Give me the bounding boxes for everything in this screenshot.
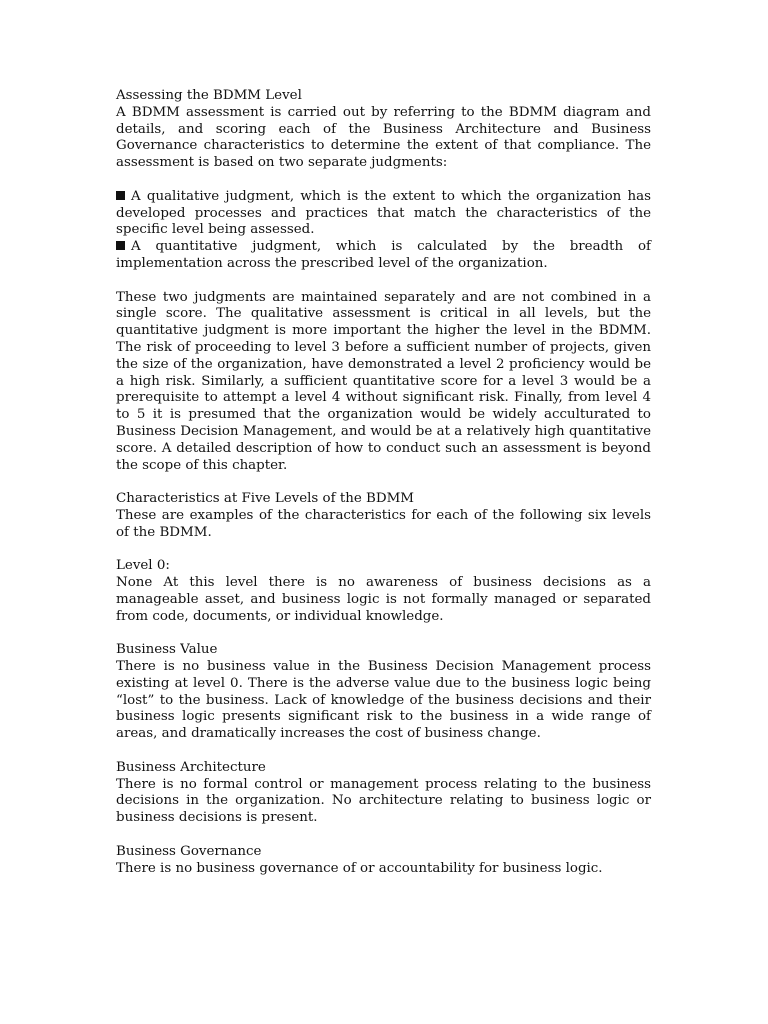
level-0-paragraph: None At this level there is no awareness of business decisions as a manageable asset, and business logic is not formally managed or separated from code, documents, or individual knowledge. [116, 575, 651, 624]
level-0-title: Level 0: [116, 558, 170, 574]
business-governance-title: Business Governance [116, 843, 262, 859]
bullet-item-quantitative [116, 239, 651, 273]
business-value-paragraph: There is no business value in the Business Decision Management process existing at level 0. There is the adverse value due to the business logic being “lost” to the business. Lack of knowledge of the business decisions and their business logic presents significant risk to the business in a wide range of areas, and dramatically increases the cost of business change. [116, 659, 651, 742]
spacer [116, 474, 651, 491]
characteristics-intro-paragraph: These are examples of the characteristics for each of the following six levels of the BDMM. [116, 507, 651, 540]
spacer [116, 626, 651, 643]
business-architecture-title: Business Architecture [116, 759, 266, 775]
business-architecture-paragraph: There is no formal control or management process relating to the business decisions in the organization. No architecture relating to business logic or business decisions is present. [116, 776, 651, 826]
business-value-title: Business Value [116, 642, 218, 658]
spacer [116, 827, 651, 844]
document-page [116, 88, 651, 877]
square-bullet-icon [116, 241, 125, 250]
section-title-assessing: Assessing the BDMM Level [116, 88, 302, 103]
square-bullet-icon [116, 191, 125, 200]
business-governance-paragraph: There is no business governance of or accountability for business logic. [116, 860, 603, 876]
judgments-paragraph: These two judgments are maintained separately and are not combined in a single score. The qualitative assessment is critical in all levels, but the quantitative judgment is more important the higher the level in the BDMM. The risk of proceeding to level 3 before a sufficient number of projects, given the size of the organization, have demonstrated a level 2 proficiency would be a high risk. Similarly, a sufficient quantitative score for a level 3 would be a prerequisite to attempt a level 4 without significant risk. Finally, from level 4 to 5 it is presumed that the organization would be widely acculturated to Business Decision Management, and would be at a relatively high quantitative score. A detailed description of how to conduct such an assessment is beyond the scope of this chapter. [116, 289, 651, 473]
spacer [116, 743, 651, 760]
section-title-characteristics: Characteristics at Five Levels of the BDMM [116, 491, 415, 507]
bullet-text: A quantitative judgment, which is calculated by the breadth of implementation across the prescribed level of the organization. [116, 239, 651, 271]
spacer [116, 542, 651, 559]
spacer [116, 172, 651, 189]
spacer [116, 273, 651, 290]
bullet-text: A qualitative judgment, which is the extent to which the organization has developed processes and practices that match the characteristics of the specific level being assessed. [116, 188, 651, 238]
assessment-intro-paragraph: A BDMM assessment is carried out by referring to the BDMM diagram and details, and scoring each of the Business Architecture and Business Governance characteristics to determine the extent of that compliance. The assessment is based on two separate judgments: [116, 104, 651, 171]
bullet-item-qualitative [116, 189, 651, 239]
